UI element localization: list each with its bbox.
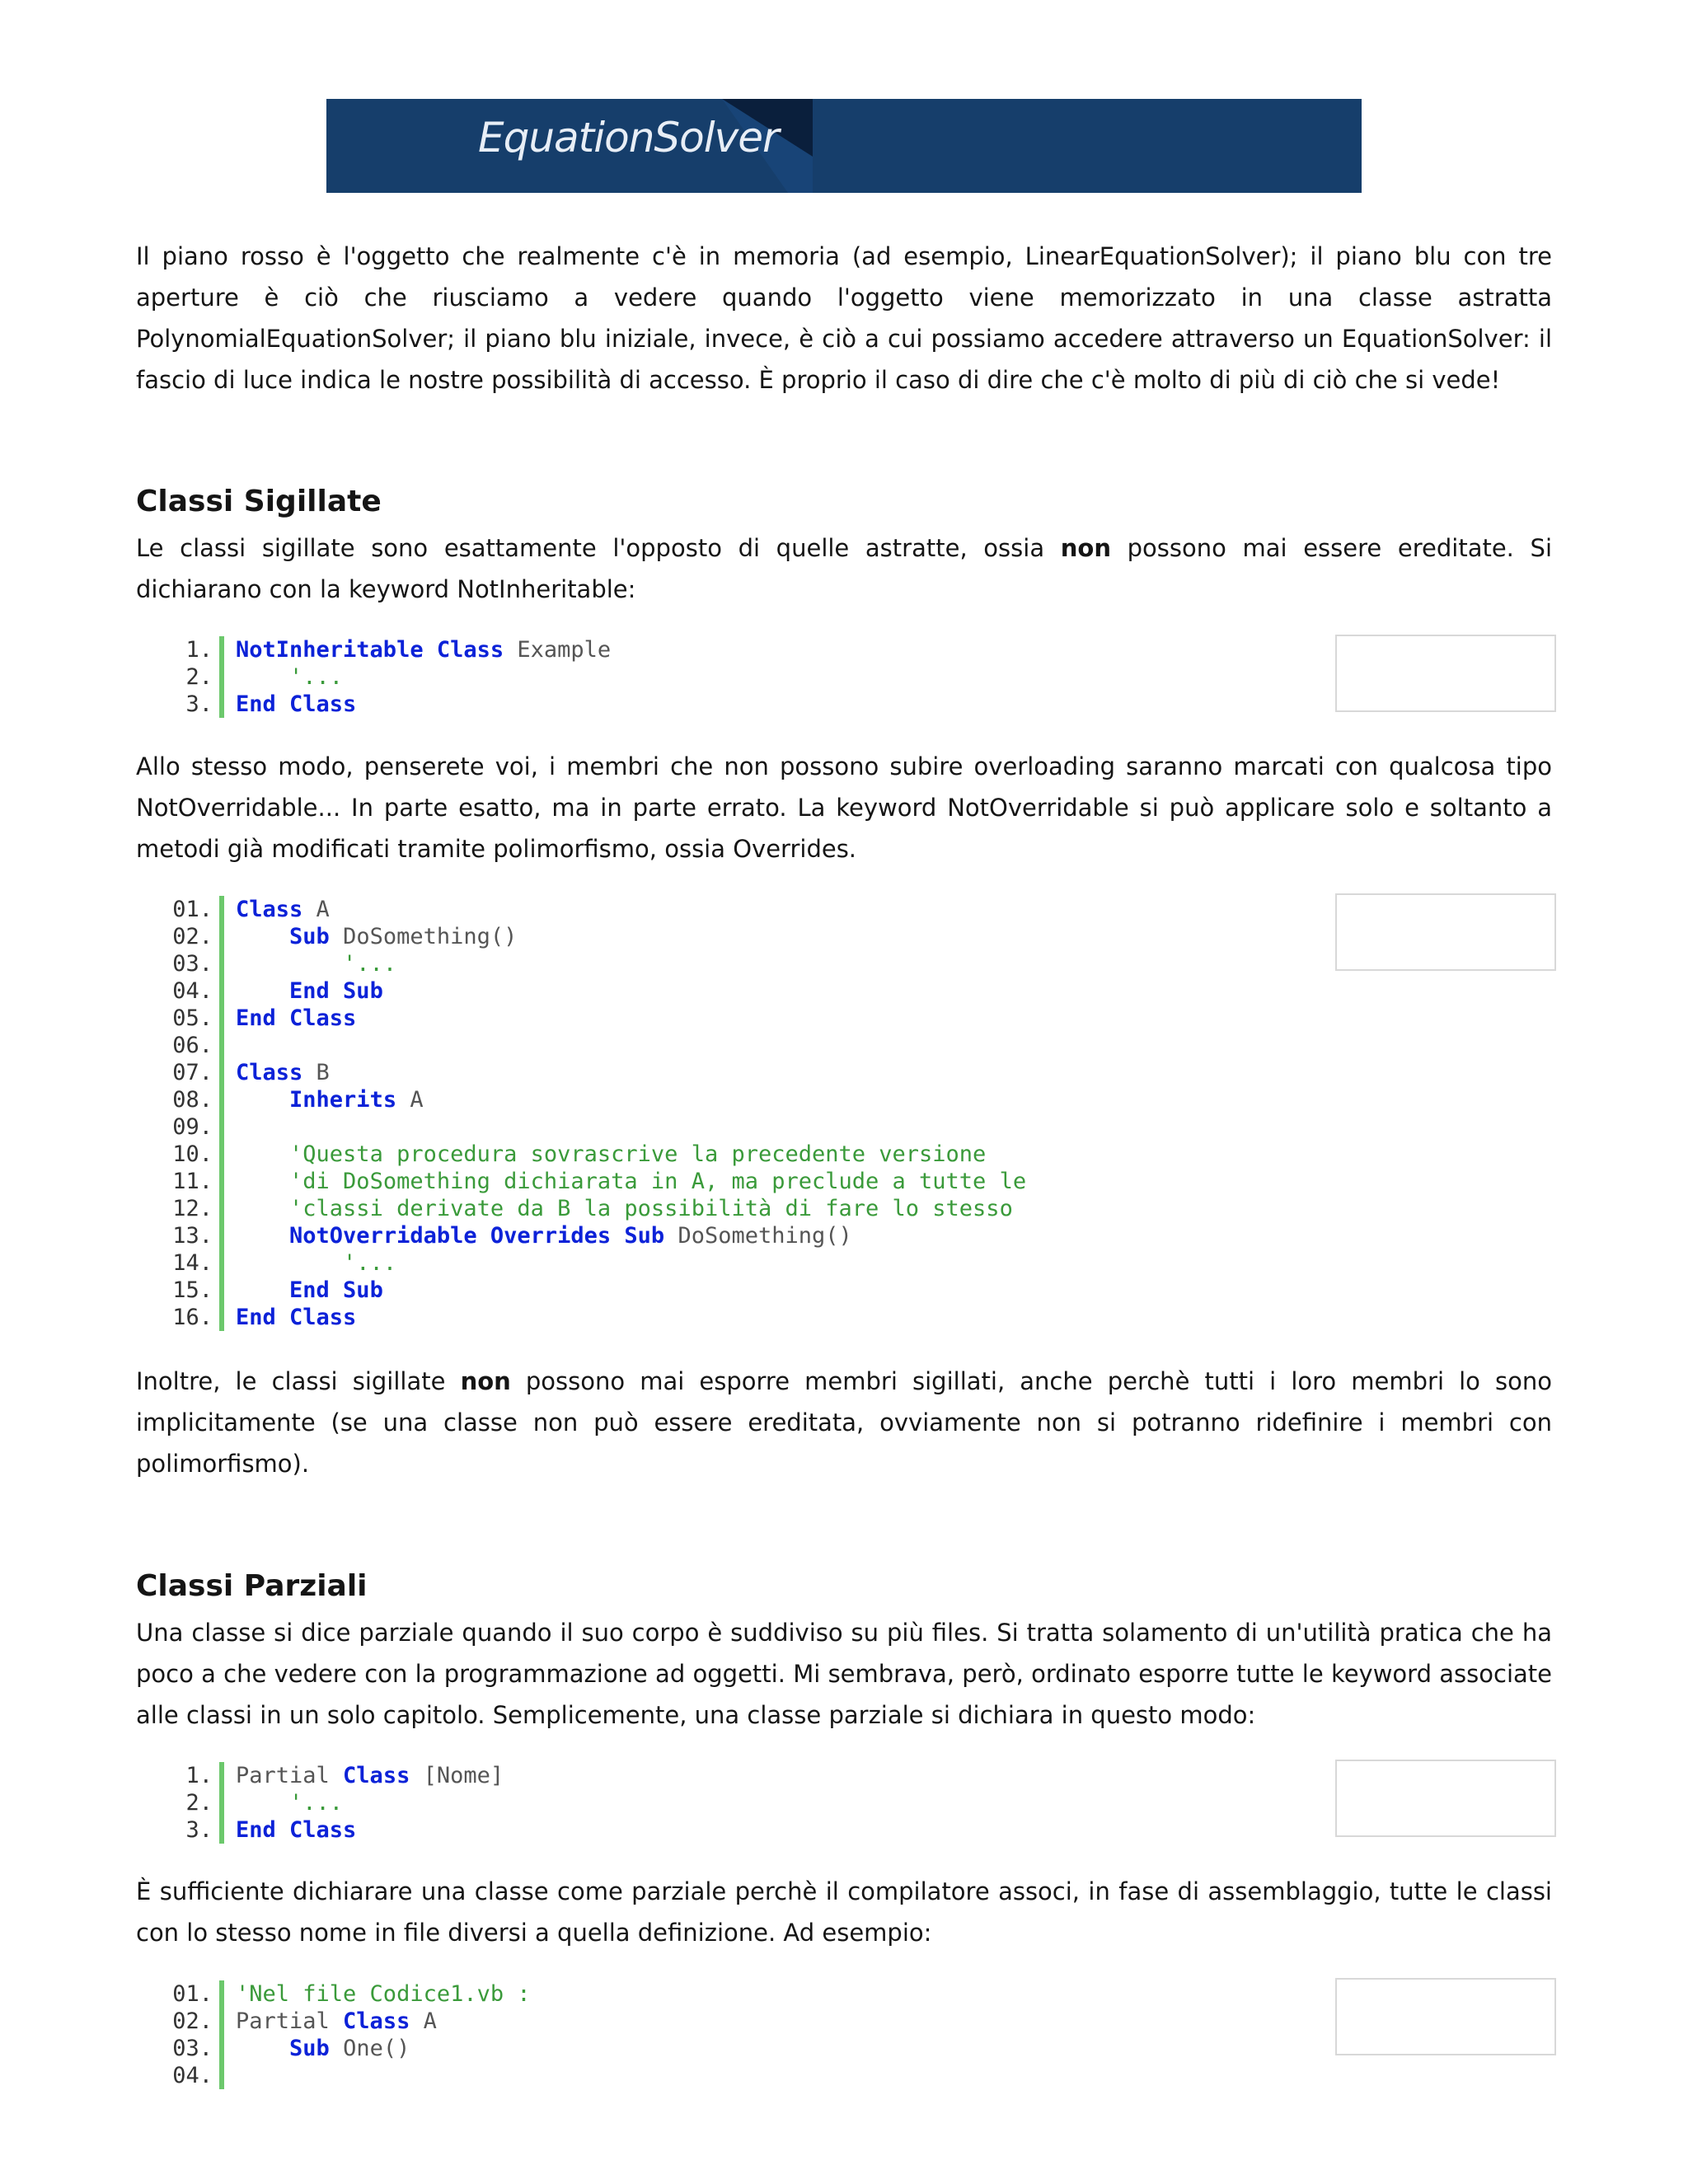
- line-number: 15.: [172, 1277, 213, 1303]
- gutter-bar: [219, 1277, 224, 1304]
- code-comment: '...: [289, 1790, 344, 1816]
- gutter-bar: [219, 1789, 224, 1816]
- code-keyword: End Sub: [289, 1277, 383, 1303]
- line-number: 10.: [172, 1141, 213, 1167]
- code-token: [236, 2036, 289, 2061]
- code-keyword: NotOverridable Overrides Sub: [289, 1223, 665, 1249]
- gutter-bar: [219, 1304, 224, 1331]
- code-token: A: [302, 897, 330, 922]
- line-number: 3.: [185, 1817, 213, 1843]
- line-number: 1.: [185, 637, 213, 663]
- code-block-3: [165, 1762, 504, 1844]
- gutter-bar: [219, 2008, 224, 2035]
- intro-paragraph: Il piano rosso è l'oggetto che realmente c'è in memoria (ad esempio, LinearEquationSolver); il piano blu con tre aperture è ciò che riusciamo a vedere quando l'oggetto viene memorizzato in una classe astratta PolynomialEquationSolver; il piano blu iniziale, invece, è ciò a cui possiamo accedere attraverso un EquationSolver: il fascio di luce indica le nostre possibilità di accesso. È proprio il caso di dire che c'è molto di più di ciò che si vede!: [136, 242, 1552, 394]
- line-number: 03.: [172, 951, 213, 977]
- gutter-bar: [219, 691, 224, 718]
- code-token: A: [410, 2008, 437, 2034]
- gutter-bar: [219, 663, 224, 691]
- code-keyword: Class: [343, 2008, 410, 2034]
- gutter-bar: [219, 1113, 224, 1141]
- code-token: A: [396, 1087, 424, 1113]
- banner-title: EquationSolver: [478, 114, 779, 162]
- code-text: [236, 950, 396, 977]
- code-keyword: End Class: [236, 1305, 357, 1330]
- code-line: [165, 2062, 531, 2089]
- code-line: [165, 1222, 1026, 1249]
- line-number: 06.: [172, 1033, 213, 1058]
- code-line: [165, 1980, 531, 2008]
- line-number: 2.: [185, 1790, 213, 1816]
- code-line: [165, 923, 1026, 950]
- code-token: [Nome]: [410, 1763, 504, 1788]
- gutter-bar: [219, 2035, 224, 2062]
- code-token: [236, 1169, 289, 1194]
- code-text: [236, 1304, 356, 1331]
- gutter-bar: [219, 2062, 224, 2089]
- gutter-bar: [219, 1195, 224, 1222]
- gutter-bar: [219, 950, 224, 977]
- line-number: 11.: [172, 1169, 213, 1194]
- code-token: [236, 1277, 289, 1303]
- code-line: [165, 1059, 1026, 1086]
- line-number: 09.: [172, 1114, 213, 1140]
- code-token: DoSomething(): [329, 924, 518, 949]
- code-text: [236, 2008, 437, 2035]
- code-comment: '...: [343, 1250, 397, 1276]
- line-number: 08.: [172, 1087, 213, 1113]
- code-line: [165, 1168, 1026, 1195]
- code-block-1: [165, 636, 611, 718]
- code-line: [165, 691, 611, 718]
- code-text: [236, 1168, 1026, 1195]
- code-text: [236, 636, 611, 663]
- code-text: [236, 2035, 410, 2062]
- line-number: 02.: [172, 2008, 213, 2034]
- code-token: [236, 1250, 343, 1276]
- code-line: [165, 2008, 531, 2035]
- code-comment: 'classi derivate da B la possibilità di fare lo stesso: [289, 1196, 1013, 1221]
- code-keyword: Class: [236, 897, 303, 922]
- code-token: One(): [329, 2036, 410, 2061]
- line-number: 1.: [185, 1763, 213, 1788]
- code-line: [165, 1195, 1026, 1222]
- code-text: [236, 1059, 330, 1086]
- sigillate-paragraph-2: Allo stesso modo, penserete voi, i membri che non possono subire overloading saranno marcati con qualcosa tipo NotOverridable... In parte esatto, ma in parte errato. La keyword NotOverridable si può applicare solo e soltanto a metodi già modificati tramite polimorfismo, ossia Overrides.: [136, 752, 1552, 863]
- code-text: [236, 663, 343, 691]
- code-keyword: Class: [236, 1060, 303, 1085]
- code-token: [236, 1196, 289, 1221]
- code-token: [236, 664, 289, 690]
- line-number: 04.: [172, 2063, 213, 2088]
- code-keyword: End Class: [236, 1005, 357, 1031]
- line-number: 16.: [172, 1305, 213, 1330]
- code-toolbar-box[interactable]: [1335, 635, 1556, 712]
- gutter-bar: [219, 923, 224, 950]
- line-number: 12.: [172, 1196, 213, 1221]
- code-text: [236, 1980, 531, 2008]
- code-line: [165, 896, 1026, 923]
- code-keyword: NotInheritable Class: [236, 637, 504, 663]
- gutter-bar: [219, 1816, 224, 1844]
- code-keyword: Class: [343, 1763, 410, 1788]
- code-text: [236, 896, 330, 923]
- code-token: [236, 1141, 289, 1167]
- code-token: [236, 1790, 289, 1816]
- code-text: [236, 1086, 424, 1113]
- gutter-bar: [219, 1249, 224, 1277]
- code-token: Partial: [236, 2008, 344, 2034]
- gutter-bar: [219, 636, 224, 663]
- line-number: 07.: [172, 1060, 213, 1085]
- gutter-bar: [219, 896, 224, 923]
- line-number: 01.: [172, 1981, 213, 2007]
- code-keyword: End Class: [236, 691, 357, 717]
- code-line: [165, 1277, 1026, 1304]
- code-comment: '...: [343, 951, 397, 977]
- code-keyword: End Class: [236, 1817, 357, 1843]
- code-text: [236, 1816, 356, 1844]
- code-comment: 'Nel file Codice1.vb :: [236, 1981, 531, 2007]
- code-text: [236, 1789, 343, 1816]
- code-token: B: [302, 1060, 330, 1085]
- code-keyword: End Sub: [289, 978, 383, 1004]
- code-text: [236, 1762, 504, 1789]
- code-token: Partial: [236, 1763, 344, 1788]
- code-text: [236, 1005, 356, 1032]
- line-number: 01.: [172, 897, 213, 922]
- code-text: [236, 1222, 852, 1249]
- gutter-bar: [219, 1168, 224, 1195]
- gutter-bar: [219, 977, 224, 1005]
- code-text: [236, 1141, 986, 1168]
- sigillate-paragraph-1: Le classi sigillate sono esattamente l'opposto di quelle astratte, ossia non possono mai essere ereditate. Si dichiarano con la keyword NotInheritable:: [136, 534, 1553, 603]
- code-text: [236, 691, 356, 718]
- code-token: [236, 1087, 289, 1113]
- code-line: [165, 636, 611, 663]
- gutter-bar: [219, 1032, 224, 1059]
- gutter-bar: [219, 1005, 224, 1032]
- code-toolbar-box[interactable]: [1335, 1760, 1556, 1837]
- code-line: [165, 2035, 531, 2062]
- heading-classi-parziali: Classi Parziali: [136, 1569, 368, 1603]
- code-keyword: Sub: [289, 924, 330, 949]
- code-text: [236, 1195, 1013, 1222]
- code-line: [165, 1086, 1026, 1113]
- code-token: Example: [504, 637, 612, 663]
- code-line: [165, 950, 1026, 977]
- gutter-bar: [219, 1059, 224, 1086]
- code-toolbar-box[interactable]: [1335, 1978, 1556, 2055]
- code-comment: 'di DoSomething dichiarata in A, ma preclude a tutte le: [289, 1169, 1027, 1194]
- parziali-paragraph-1: Una classe si dice parziale quando il suo corpo è suddiviso su più files. Si tratta solamento di un'utilità pratica che ha poco a che vedere con la programmazione ad oggetti. Mi sembrava, però, ordinato esporre tutte le keyword associate alle classi in un solo capitolo. Semplicemente, una classe parziale si dichiara in questo modo:: [136, 1619, 1552, 1729]
- line-number: 14.: [172, 1250, 213, 1276]
- code-text: [236, 977, 383, 1005]
- code-line: [165, 1005, 1026, 1032]
- emphasis-non: non: [460, 1367, 511, 1395]
- code-line: [165, 1816, 504, 1844]
- code-line: [165, 1032, 1026, 1059]
- code-block-2: [165, 896, 1026, 1331]
- line-number: 13.: [172, 1223, 213, 1249]
- sigillate-paragraph-3: Inoltre, le classi sigillate non possono mai esporre membri sigillati, anche perchè tutti i loro membri lo sono implicitamente (se una classe non può essere ereditata, ovviamente non si potranno ridefinire i membri con polimorfismo).: [136, 1367, 1552, 1478]
- code-line: [165, 1141, 1026, 1168]
- code-keyword: Sub: [289, 2036, 330, 2061]
- code-line: [165, 1249, 1026, 1277]
- code-line: [165, 1762, 504, 1789]
- code-token: [236, 1223, 289, 1249]
- code-token: [236, 951, 343, 977]
- code-keyword: Inherits: [289, 1087, 397, 1113]
- gutter-bar: [219, 1141, 224, 1168]
- code-comment: '...: [289, 664, 344, 690]
- line-number: 2.: [185, 664, 213, 690]
- code-toolbar-box[interactable]: [1335, 893, 1556, 971]
- line-number: 05.: [172, 1005, 213, 1031]
- code-token: [236, 924, 289, 949]
- code-line: [165, 663, 611, 691]
- parziali-paragraph-2: È sufficiente dichiarare una classe come parziale perchè il compilatore associ, in fase di assemblaggio, tutte le classi con lo stesso nome in file diversi a quella definizione. Ad esempio:: [136, 1877, 1552, 1947]
- code-line: [165, 1113, 1026, 1141]
- code-comment: 'Questa procedura sovrascrive la precedente versione: [289, 1141, 987, 1167]
- gutter-bar: [219, 1762, 224, 1789]
- line-number: 03.: [172, 2036, 213, 2061]
- gutter-bar: [219, 1222, 224, 1249]
- equationsolver-banner: [326, 99, 1362, 193]
- code-line: [165, 977, 1026, 1005]
- emphasis-non: non: [1060, 534, 1111, 562]
- code-token: [236, 978, 289, 1004]
- line-number: 3.: [185, 691, 213, 717]
- line-number: 02.: [172, 924, 213, 949]
- code-token: DoSomething(): [664, 1223, 852, 1249]
- gutter-bar: [219, 1086, 224, 1113]
- code-text: [236, 1277, 383, 1304]
- code-block-4: [165, 1980, 531, 2089]
- code-text: [236, 1249, 396, 1277]
- heading-classi-sigillate: Classi Sigillate: [136, 485, 382, 518]
- line-number: 04.: [172, 978, 213, 1004]
- code-text: [236, 923, 517, 950]
- code-line: [165, 1789, 504, 1816]
- gutter-bar: [219, 1980, 224, 2008]
- code-line: [165, 1304, 1026, 1331]
